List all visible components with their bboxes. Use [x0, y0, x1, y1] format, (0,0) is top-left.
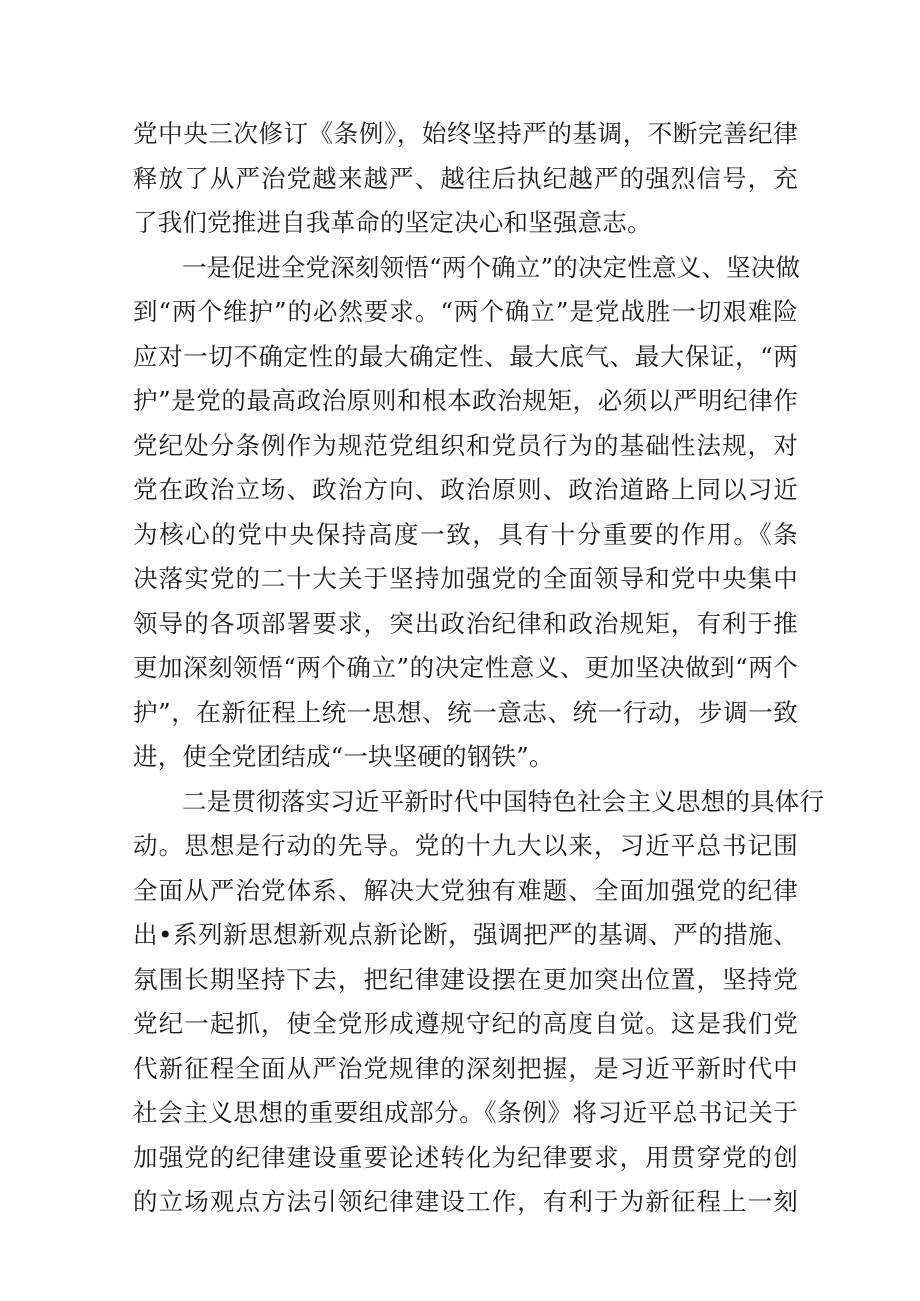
text-line: 更加深刻领悟“两个确立”的决定性意义、更加坚决做到“两个: [133, 653, 798, 682]
text-line: 党中央三次修订《条例》，始终坚持严的基调，不断完善纪律: [133, 119, 798, 148]
text-line: 释放了从严治党越来越严、越往后执纪越严的强烈信号，充: [133, 163, 798, 193]
text-line: 决落实党的二十大关于坚持加强党的全面领导和党中央集中: [133, 564, 798, 593]
text-line: 的立场观点方法引领纪律建设工作，有利于为新征程上一刻: [133, 1187, 798, 1216]
body-text: [133, 112, 825, 1225]
text-line: 党纪一起抓，使全党形成遵规守纪的高度自觉。这是我们党: [133, 1009, 798, 1038]
text-line: 加强党的纪律建设重要论述转化为纪律要求，用贯穿党的创: [133, 1142, 798, 1172]
text-line: 到“两个维护”的必然要求。“两个确立”是党战胜一切艰难险: [133, 297, 798, 326]
text-line: 党纪处分条例作为规范党组织和党员行为的基础性法规，对: [133, 430, 798, 460]
text-line: 护”，在新征程上统一思想、统一意志、统一行动，步调一致: [133, 697, 798, 727]
text-line: 为核心的党中央保持高度一致，具有十分重要的作用。《条: [133, 519, 798, 549]
text-line: 出•系列新思想新观点新论断，强调把严的基调、严的措施、: [133, 920, 798, 949]
text-line: 动。思想是行动的先导。党的十九大以来，习近平总书记围: [133, 831, 798, 860]
text-line: 全面从严治党体系、解决大党独有难题、全面加强党的纪律: [133, 875, 798, 905]
paragraph-start-line: 一是促进全党深刻领悟“两个确立”的决定性意义、坚决做: [182, 252, 801, 282]
text-line: 进，使全党团结成“一块坚硬的钢铁”。: [133, 742, 554, 771]
text-line: 党在政治立场、政治方向、政治原则、政治道路上同以习近: [133, 475, 798, 504]
text-line: 应对一切不确定性的最大确定性、最大底气、最大保证，“两: [133, 341, 798, 371]
text-line: 护”是党的最高政治原则和根本政治规矩，必须以严明纪律作: [133, 386, 798, 415]
text-line: 了我们党推进自我革命的坚定决心和坚强意志。: [133, 208, 652, 237]
text-line: 社会主义思想的重要组成部分。《条例》将习近平总书记关于: [133, 1098, 798, 1127]
text-line: 领导的各项部署要求，突出政治纪律和政治规矩，有利于推: [133, 608, 798, 638]
text-line: 氛围长期坚持下去，把纪律建设摆在更加突出位置，坚持党: [133, 964, 798, 994]
text-line: 代新征程全面从严治党规律的深刻把握，是习近平新时代中: [133, 1053, 798, 1083]
paragraph-start-line: 二是贯彻落实习近平新时代中国特色社会主义思想的具体行: [182, 786, 825, 816]
